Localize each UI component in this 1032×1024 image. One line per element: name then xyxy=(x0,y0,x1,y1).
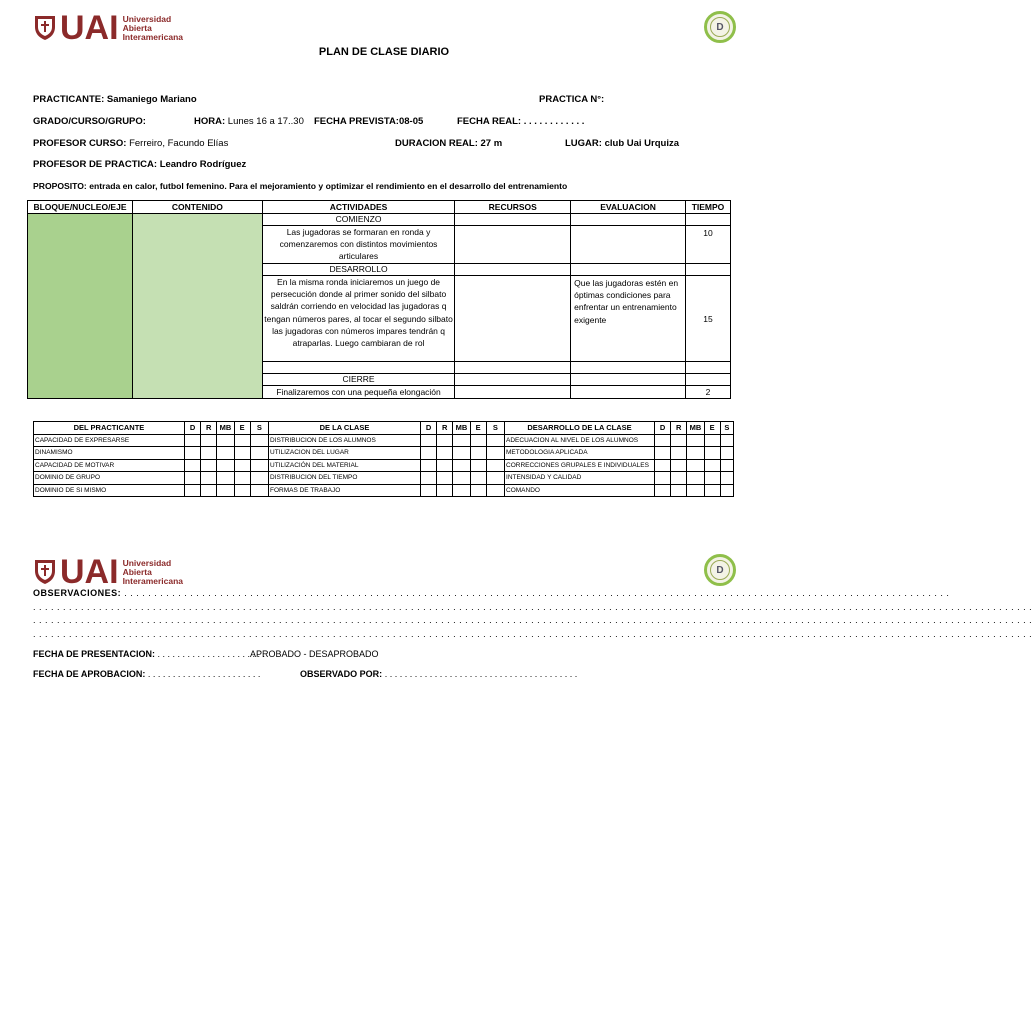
rating-cell xyxy=(250,472,268,485)
eval-table xyxy=(33,421,734,497)
hora-line: HORA: Lunes 16 a 17..30 xyxy=(194,116,304,127)
rating-cell xyxy=(437,447,453,460)
rating-cell xyxy=(250,484,268,497)
rating-cell xyxy=(687,434,704,447)
cierre-time: 2 xyxy=(685,386,730,399)
rating-cell xyxy=(420,484,436,497)
bloque-cell xyxy=(28,214,133,399)
col-bloque: BLOQUE/NUCLEO/EJE xyxy=(28,201,133,214)
rating-cell xyxy=(654,472,670,485)
aprobado-text: APROBADO - DESAPROBADO xyxy=(250,649,379,659)
cierre-activity: Finalizaremos con una pequeña elongación xyxy=(262,386,455,399)
rating-cell xyxy=(470,447,486,460)
rating-cell xyxy=(184,434,200,447)
eval-row: DOMINIO DE SI MISMO FORMAS DE TRABAJO COMANDO xyxy=(34,484,734,497)
rating-cell xyxy=(704,459,720,472)
col-evaluacion: EVALUACION xyxy=(571,201,686,214)
plan-table xyxy=(27,200,731,399)
rating-cell xyxy=(250,459,268,472)
logo-mark: UAI xyxy=(60,553,119,591)
rating-cell xyxy=(704,447,720,460)
rating-cell xyxy=(437,434,453,447)
rating-cell xyxy=(704,434,720,447)
rating-cell xyxy=(217,484,234,497)
rating-cell xyxy=(217,447,234,460)
col-actividades: ACTIVIDADES xyxy=(262,201,455,214)
observaciones-dots: . . . . . . . . . . . . . . . . . . . . . . . . . . . . . . . . . . . . . . . . . . . . . . . . . . . . . . . . . . . . . . . . . . . . . . . . . . . . . . . . . . . . . . . . . . . . . . . . . . . . . . . . . . . . . . . . . . . . . . . . . . . . . . . . . . . . . . . . . . . . . . . . . . . . . . . . . . . . . . . . . . . . . . . xyxy=(33,602,1032,612)
rating-cell xyxy=(201,447,217,460)
observaciones-line: OBSERVACIONES: . . . . . . . . . . . . . . . . . . . . . . . . . . . . . . . . . . . . . . . . . . . . . . . . . . . . . . . . . . . . . . . . . . . . . . . . . . . . . . . . . . . . . . . . . . . . . . . . . . . . . . . . . . . . . . . . . . . . . . . . . . . . . . . . . . . . . . . . . . xyxy=(33,588,950,598)
logo-lines: Universidad Abierta Interamericana xyxy=(122,557,184,586)
rating-cell xyxy=(654,484,670,497)
rating-cell xyxy=(486,447,504,460)
rating-cell xyxy=(201,434,217,447)
practica-line: PRACTICA N°: xyxy=(539,94,605,105)
rating-cell xyxy=(486,472,504,485)
rating-cell xyxy=(671,434,687,447)
rating-cell xyxy=(453,459,470,472)
rating-cell xyxy=(470,459,486,472)
rating-cell xyxy=(234,447,250,460)
col-contenido: CONTENIDO xyxy=(132,201,262,214)
desarrollo-time: 15 xyxy=(685,276,730,362)
proposito-line: PROPOSITO: entrada en calor, futbol femenino. Para el mejoramiento y optimizar el rendimiento en el desarrollo del entrenamiento xyxy=(33,181,568,191)
page-title: PLAN DE CLASE DIARIO xyxy=(318,46,450,58)
seal-icon: D xyxy=(710,17,730,37)
rating-cell xyxy=(470,484,486,497)
rating-cell xyxy=(453,484,470,497)
eval-row: CAPACIDAD DE MOTIVAR UTILIZACIÓN DEL MATERIAL CORRECCIONES GRUPALES E INDIVIDUALES xyxy=(34,459,734,472)
observaciones-dots: . . . . . . . . . . . . . . . . . . . . . . . . . . . . . . . . . . . . . . . . . . . . . . . . . . . . . . . . . . . . . . . . . . . . . . . . . . . . . . . . . . . . . . . . . . . . . . . . . . . . . . . . . . . . . . . . . . . . . . . . . . . . . . . . . . . . . . . . . . . . . . . . . . . . . . . . . . . . . . . . . . . . . . . xyxy=(33,615,1032,625)
duracion-line: DURACION REAL: 27 m xyxy=(395,138,503,149)
shield-icon xyxy=(34,559,56,585)
eval-practicante-title: DEL PRACTICANTE xyxy=(34,422,185,435)
rating-cell xyxy=(250,434,268,447)
rating-cell xyxy=(654,434,670,447)
rating-cell xyxy=(671,459,687,472)
rating-cell xyxy=(201,459,217,472)
eval-clase-title: DE LA CLASE xyxy=(269,422,421,435)
rating-cell xyxy=(217,472,234,485)
rating-cell xyxy=(720,484,733,497)
seal-logo-footer xyxy=(704,554,736,586)
col-tiempo: TIEMPO xyxy=(685,201,730,214)
eval-desarrollo-title: DESARROLLO DE LA CLASE xyxy=(505,422,655,435)
plan-header-row xyxy=(28,201,731,214)
seal-logo xyxy=(704,11,736,43)
rating-cell xyxy=(687,472,704,485)
rating-cell xyxy=(704,484,720,497)
rating-cell xyxy=(470,434,486,447)
comienzo-evaluacion xyxy=(571,226,686,264)
rating-cell xyxy=(420,447,436,460)
section-desarrollo: DESARROLLO xyxy=(262,264,455,276)
rating-cell xyxy=(217,434,234,447)
profesor-practica-line: PROFESOR DE PRACTICA: Leandro Rodríguez xyxy=(33,159,247,170)
rating-cell xyxy=(201,484,217,497)
rating-cell xyxy=(486,484,504,497)
rating-cell xyxy=(234,459,250,472)
contenido-cell xyxy=(132,214,262,399)
rating-cell xyxy=(437,484,453,497)
rating-cell xyxy=(420,472,436,485)
rating-cell xyxy=(437,459,453,472)
rating-cell xyxy=(184,447,200,460)
observaciones-dots: . . . . . . . . . . . . . . . . . . . . . . . . . . . . . . . . . . . . . . . . . . . . . . . . . . . . . . . . . . . . . . . . . . . . . . . . . . . . . . . . . . . . . . . . . . . . . . . . . . . . . . . . . . . . . . . . . . . . . . . . . . . . . . . . . . . . . . . . . . . . . . . . . . . . . . . . . . . . . . . . . . . . . . . xyxy=(33,629,1032,639)
rating-cell xyxy=(720,447,733,460)
eval-row: DOMINIO DE GRUPO DISTRIBUCION DEL TIEMPO INTENSIDAD Y CALIDAD xyxy=(34,472,734,485)
rating-cell xyxy=(453,472,470,485)
rating-cell xyxy=(671,484,687,497)
comienzo-row xyxy=(28,214,731,226)
rating-cell xyxy=(184,484,200,497)
rating-cell xyxy=(453,447,470,460)
rating-cell xyxy=(234,434,250,447)
uai-logo-footer xyxy=(34,553,184,591)
comienzo-time: 10 xyxy=(685,226,730,264)
rating-cell xyxy=(201,472,217,485)
eval-row: DINAMISMO UTILIZACION DEL LUGAR METODOLOGIA APLICADA xyxy=(34,447,734,460)
comienzo-activity: Las jugadoras se formaran en ronda y comenzaremos con distintos movimientos articulares xyxy=(262,226,455,264)
rating-cell xyxy=(486,459,504,472)
rating-cell xyxy=(217,459,234,472)
profesor-curso-line: PROFESOR CURSO: Ferreiro, Facundo Elías xyxy=(33,138,229,149)
logo-lines: Universidad Abierta Interamericana xyxy=(122,13,184,42)
rating-cell xyxy=(671,472,687,485)
rating-cell xyxy=(654,447,670,460)
rating-cell xyxy=(687,484,704,497)
desarrollo-evaluacion: Que las jugadoras estén en óptimas condiciones para enfrentar un entrenamiento exigente xyxy=(571,276,686,362)
rating-cell xyxy=(671,447,687,460)
eval-row: CAPACIDAD DE EXPRESARSE DISTRIBUCION DE LOS ALUMNOS ADECUACION AL NIVEL DE LOS ALUMNOS xyxy=(34,434,734,447)
rating-cell xyxy=(486,434,504,447)
rating-cell xyxy=(437,472,453,485)
section-cierre: CIERRE xyxy=(262,374,455,386)
rating-cell xyxy=(720,434,733,447)
rating-cell xyxy=(687,447,704,460)
grado-line: GRADO/CURSO/GRUPO: xyxy=(33,116,146,127)
rating-cell xyxy=(420,459,436,472)
shield-icon xyxy=(34,15,56,41)
fecha-aprobacion-line: FECHA DE APROBACION: . . . . . . . . . . . . . . . . . . . . . . . xyxy=(33,669,261,679)
logo-mark: UAI xyxy=(60,9,119,47)
rating-cell xyxy=(420,434,436,447)
observado-line: OBSERVADO POR: . . . . . . . . . . . . . . . . . . . . . . . . . . . . . . . . . . . . . . . xyxy=(300,669,578,679)
lugar-line: LUGAR: club Uai Urquiza xyxy=(565,138,680,149)
rating-cell xyxy=(184,459,200,472)
rating-cell xyxy=(720,472,733,485)
desarrollo-recursos xyxy=(455,276,571,362)
comienzo-recursos xyxy=(455,226,571,264)
desarrollo-activity: En la misma ronda iniciaremos un juego de persecución donde al primer sonido del silbato saldrán corriendo en velocidad las jugadoras q tengan números pares, al tocar el segundo silbato las jugadoras con números impares tendrán q atraparlas. Luego cambiaran de rol xyxy=(262,276,455,362)
section-comienzo: COMIENZO xyxy=(262,214,455,226)
rating-cell xyxy=(234,472,250,485)
rating-cell xyxy=(250,447,268,460)
fecha-real-line: FECHA REAL: . . . . . . . . . . . . xyxy=(457,116,585,127)
rating-cell xyxy=(234,484,250,497)
col-recursos: RECURSOS xyxy=(455,201,571,214)
practicante-line: PRACTICANTE: Samaniego Mariano xyxy=(33,94,197,105)
uai-logo xyxy=(34,9,184,47)
eval-header-row: DEL PRACTICANTE D R MB E S DE LA CLASE D R MB E S DESARROLLO DE LA CLASE D R MB E S xyxy=(34,422,734,435)
rating-cell xyxy=(654,459,670,472)
seal-icon: D xyxy=(710,560,730,580)
rating-cell xyxy=(184,472,200,485)
fecha-prevista-line: FECHA PREVISTA:08-05 xyxy=(314,116,424,127)
rating-cell xyxy=(470,472,486,485)
rating-cell xyxy=(704,472,720,485)
fecha-presentacion-line: FECHA DE PRESENTACION: . . . . . . . . . . . . . . . . . . . . . . xyxy=(33,649,266,659)
rating-cell xyxy=(453,434,470,447)
rating-cell xyxy=(687,459,704,472)
rating-cell xyxy=(720,459,733,472)
